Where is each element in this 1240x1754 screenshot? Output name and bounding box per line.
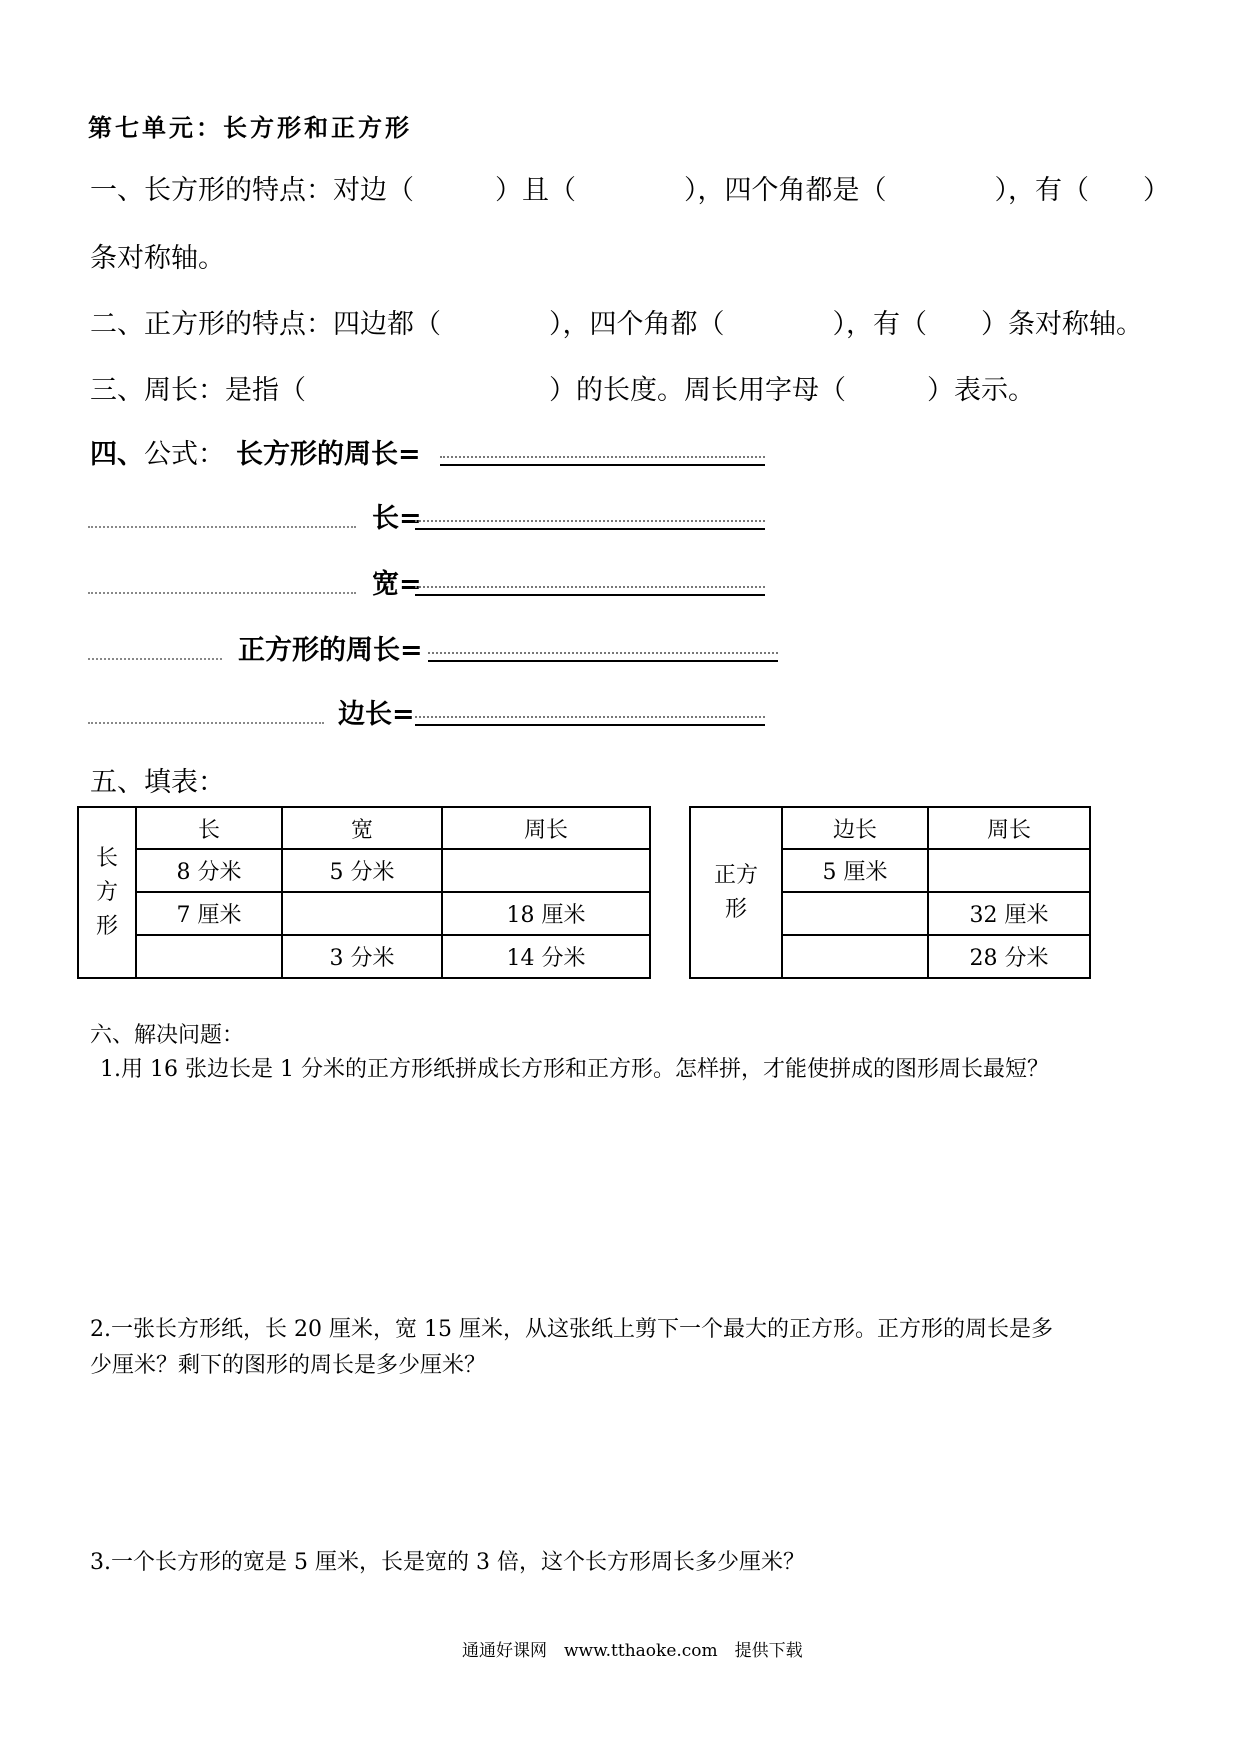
header-perimeter: 周长 — [928, 807, 1090, 849]
rectangle-label-char: 长 — [95, 845, 118, 871]
square-row-label — [690, 807, 782, 978]
table-cell: 8 分米 — [136, 849, 282, 892]
header-length: 长 — [136, 807, 282, 849]
header-perimeter: 周长 — [442, 807, 650, 849]
formula-square-side-blank[interactable] — [415, 694, 765, 726]
problem-1: 1.用 16 张边长是 1 分米的正方形纸拼成长方形和正方形。怎样拼，才能使拼成的图形周长最短？ — [100, 1057, 1049, 1082]
question-4-prefix: 四、 — [90, 439, 144, 470]
problem-2-line-1: 2.一张长方形纸，长 20 厘米，宽 15 厘米，从这张纸上剪下一个最大的正方形。正方形的周长是多 — [90, 1317, 1053, 1342]
square-table — [689, 806, 1091, 979]
table-cell-blank[interactable] — [136, 935, 282, 978]
rectangle-label-char: 方 — [95, 879, 118, 905]
table-cell: 18 厘米 — [442, 892, 650, 935]
question-6-heading: 六、解决问题： — [90, 1023, 245, 1048]
question-1-line-2: 条对称轴。 — [90, 243, 225, 274]
question-1-line-1: 一、长方形的特点：对边（ ）且（ ），四个角都是（ ），有（ ） — [90, 175, 1170, 206]
square-label-char: 正方 — [713, 862, 758, 888]
rectangle-table — [77, 806, 651, 979]
problem-2-line-2: 少厘米？剩下的图形的周长是多少厘米？ — [90, 1353, 487, 1378]
table-cell: 32 厘米 — [928, 892, 1090, 935]
header-side-length: 边长 — [782, 807, 928, 849]
square-label-char: 形 — [724, 896, 747, 922]
table-cell: 7 厘米 — [136, 892, 282, 935]
question-4-label: 公式： — [144, 439, 225, 470]
table-cell: 28 分米 — [928, 935, 1090, 978]
question-3: 三、周长：是指（ ）的长度。周长用字母（ ）表示。 — [90, 375, 1035, 406]
footer-credit: 通通好课网 www.tthaoke.com 提供下载 — [462, 1641, 803, 1661]
formula-rect-length-label: 长= — [372, 503, 422, 534]
table-row — [78, 935, 650, 978]
table-cell-blank[interactable] — [782, 892, 928, 935]
table-cell-blank[interactable] — [782, 935, 928, 978]
dotted-leader — [88, 720, 324, 724]
formula-rect-width-label: 宽= — [372, 569, 422, 600]
table-cell-blank[interactable] — [928, 849, 1090, 892]
problem-3: 3.一个长方形的宽是 5 厘米，长是宽的 3 倍，这个长方形周长多少厘米？ — [90, 1550, 805, 1575]
page-title: 第七单元：长方形和正方形 — [88, 113, 412, 142]
dotted-leader — [88, 656, 222, 660]
table-cell: 5 分米 — [282, 849, 442, 892]
formula-rect-perimeter-label: 长方形的周长= — [236, 439, 421, 470]
table-row — [78, 849, 650, 892]
table-cell-blank[interactable] — [442, 849, 650, 892]
table-cell: 5 厘米 — [782, 849, 928, 892]
question-2: 二、正方形的特点：四边都（ ），四个角都（ ），有（ ）条对称轴。 — [90, 309, 1143, 340]
rectangle-label-char: 形 — [95, 913, 118, 939]
dotted-leader — [88, 524, 356, 528]
table-row — [78, 892, 650, 935]
table-cell: 14 分米 — [442, 935, 650, 978]
formula-rect-width-blank[interactable] — [415, 564, 765, 596]
header-width: 宽 — [282, 807, 442, 849]
table-cell: 3 分米 — [282, 935, 442, 978]
formula-square-perimeter-label: 正方形的周长= — [238, 635, 423, 666]
formula-rect-perimeter-blank[interactable] — [440, 434, 765, 466]
question-5-heading: 五、填表： — [90, 767, 225, 798]
table-cell-blank[interactable] — [282, 892, 442, 935]
rectangle-row-label — [78, 807, 136, 978]
formula-rect-length-blank[interactable] — [415, 498, 765, 530]
formula-square-side-label: 边长= — [338, 699, 415, 730]
formula-square-perimeter-blank[interactable] — [428, 630, 778, 662]
dotted-leader — [88, 590, 356, 594]
